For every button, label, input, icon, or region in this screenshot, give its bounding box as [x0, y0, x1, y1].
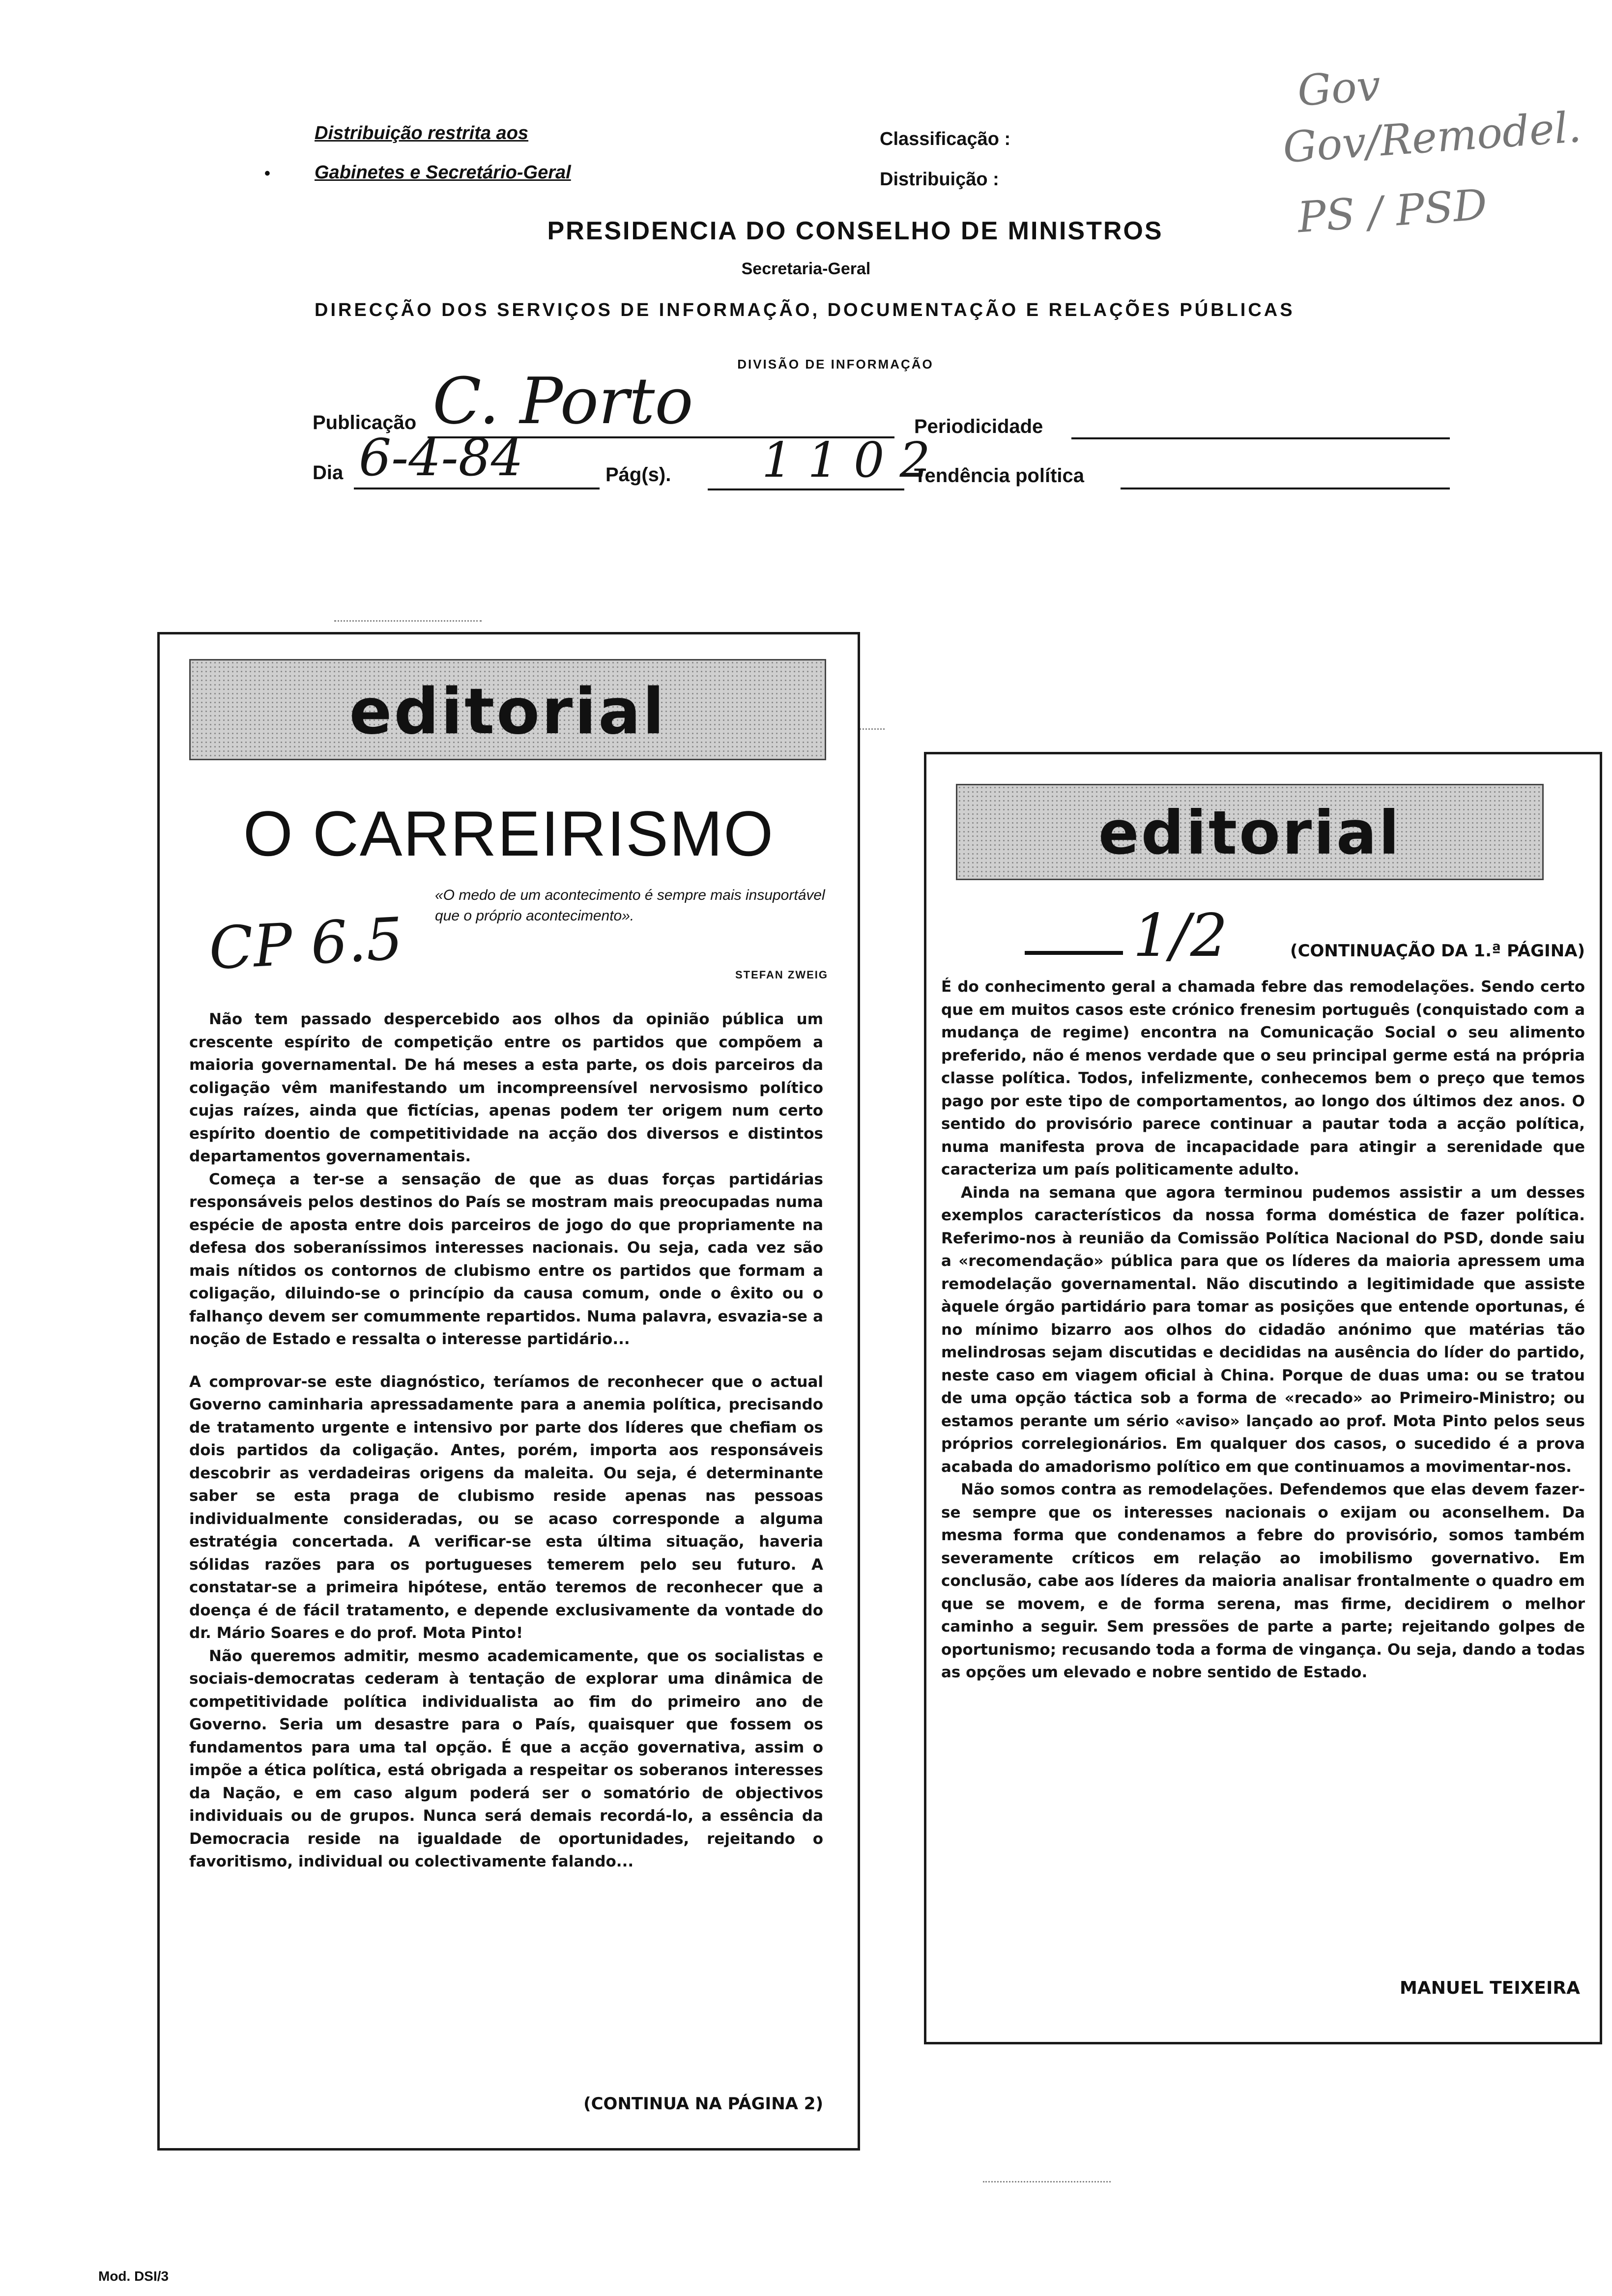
paragraph-1: É do conhecimento geral a chamada febre das remodelações. Sendo certo que em muitos casos este crónico frenesim português (conquistado com a mudança de regime) encontra na Comunicação Social o seu alimento preferido, não é menos verdade que o seu principal germe está na própria classe política. Todos, infelizmente, conhecemos bem o preço que temos pago por este tipo de comportamentos, ao longo dos últimos dez anos. O sentido do provisório parece continuar a pautar toda a acção política, numa manifesta prova de incapacidade para atingir a serenidade que caracteriza um país politicamente adulto.	[941, 978, 1585, 1178]
day-label: Dia	[313, 462, 344, 484]
author-signature: MANUEL TEIXEIRA	[1400, 1978, 1580, 1998]
handwritten-mark-page: 1/2	[1133, 902, 1228, 970]
headline: O CARREIRISMO	[243, 798, 775, 869]
publication-value: C. Porto	[432, 364, 693, 438]
editorial-banner	[189, 659, 826, 760]
continues-note: (CONTINUA NA PÁGINA 2)	[583, 2094, 823, 2114]
handwritten-note-line2: Gov/Remodel.	[1281, 102, 1583, 173]
handwritten-stroke	[1025, 951, 1123, 955]
handwritten-note-line3: PS / PSD	[1295, 180, 1489, 243]
article-body	[189, 1008, 823, 1873]
publication-label: Publicação	[313, 412, 417, 433]
periodicity-label: Periodicidade	[914, 416, 1043, 437]
clipping-editorial-continuation	[924, 752, 1602, 2044]
clipping-editorial-carreirismo	[157, 632, 860, 2151]
distribution-label: Distribuição :	[880, 169, 999, 190]
paragraph-1: Não tem passado despercebido aos olhos da opinião pública um crescente espírito de competição entre os partidos que compõem a maioria governamental. De há meses a esta parte, os dois parceiros da coligação vêm manifestando um incompreensível nervosismo político cujas raízes, ainda que fictícias, apenas podem ter origem num certo espírito doentio de competitividade na acção dos diversos e distintos departamentos governamentais.	[189, 1010, 823, 1165]
directorate: DIRECÇÃO DOS SERVIÇOS DE INFORMAÇÃO, DOCUMENTAÇÃO E RELAÇÕES PÚBLICAS	[315, 300, 1295, 320]
bullet-mark: •	[264, 164, 270, 183]
paragraph-3: A comprovar-se este diagnóstico, teríamos de reconhecer que o actual Governo caminharia apressadamente para a anemia política, precisando de tratamento urgente e intensivo por parte dos líderes que chefiam os dois partidos da coligação. Antes, porém, importa aos responsáveis descobrir as verdadeiras origens da maleita. Ou seja, é determinante saber se esta praga de clubismo reside apenas nas pessoas individualmente consideradas, ou se acaso corresponde a alguma estratégia concertada. A verificar-se esta última situação, haveria sólidas razões para os portugueses temerem pelo seu futuro. A constatar-se a primeira hipótese, então teremos de reconhecer que a doença é de fácil tratamento, e depende exclusivamente da vontade do dr. Mário Soares e do prof. Mota Pinto!	[189, 1373, 823, 1642]
paragraph-3: Não somos contra as remodelações. Defendemos que elas devem fazer-se sempre que os interesses nacionais o exijam ou aconselhem. Da mesma forma que condenamos a febre do provisório, somos também severamente críticos em relação ao imobilismo governativo. Em conclusão, cabe aos líderes da maioria analisar frontalmente o quadro em que se movem, e de forma serena, mas firme, decidirem o melhor caminho a seguir. Sem pressões de parte a parte; rejeitando golpes de oportunismo; recusando toda a forma de vingança. Ou seja, dando a todas as opções um elevado e nobre sentido de Estado.	[941, 1481, 1585, 1681]
distribution-restriction-line1: Distribuição restrita aos	[315, 123, 529, 144]
day-value: 6-4-84	[359, 428, 523, 488]
paragraph-2: Ainda na semana que agora terminou pudemos assistir a um desses exemplos característicos da nossa forma doméstica de fazer política. Referimo-nos à reunião da Comissão Política Nacional do PSD, donde saiu a «recomendação» pública para que os líderes da maioria apressem uma remodelação governamental. Não discutindo a legitimidade que assiste àquele órgão partidário para tomar as posições que entende oportunas, é no mínimo bizarro aos olhos do cidadão anónimo que matérias tão melindrosas sejam discutidas e decididas na ausência do líder do partido, neste caso em viagem oficial à China. Porque de duas uma: ou se tratou de uma opção táctica sob a forma de «recado» ao Primeiro-Ministro; ou estamos perante um sério «aviso» lançado ao prof. Mota Pinto pelos seus próprios correlegionários. Em qualquer dos casos, o sucedido é a prova acabada do amadorismo político em que continuamos a movimentar-nos.	[941, 1183, 1585, 1476]
editorial-banner	[956, 784, 1544, 880]
handwritten-mark-cp: CP 6.5	[207, 904, 405, 983]
paragraph-2: Começa a ter-se a sensação de que as duas forças partidárias responsáveis pelos destinos do País se mostram mais preocupadas numa espécie de aposta entre dois parceiros de jogo do que propriamente na defesa dos soberaníssimos interesses nacionais. Ou seja, cada vez são mais nítidos os contornos de clubismo entre os partidos que formam a coligação, diluindo-se o princípio da causa comum, onde o êxito ou o falhanço devem ser comummente repartidos. Numa palavra, esvazia-se a noção de Estado e ressalta o interesse partidário...	[189, 1170, 823, 1348]
paragraph-4: Não queremos admitir, mesmo academicamente, que os socialistas e sociais-democratas cederam à tentação de explorar uma dinâmica de competitividade política individualista ao fim do primeiro ano de Governo. Seria um desastre para o País, quaisquer que fossem os fundamentos para uma tal opção. É que a acção governativa, assim o impõe a ética política, está obrigada a respeitar os soberanos interesses da Nação, e em caso algum poderá ser o somatório de objectivos individuais ou de grupos. Nunca será demais recordá-lo, a essência da Democracia reside na igualdade de oportunidades, rejeitando o favoritismo, individual ou colectivamente falando...	[189, 1647, 823, 1870]
page-title: PRESIDENCIA DO CONSELHO DE MINISTROS	[547, 217, 1163, 245]
form-code: Mod. DSI/3	[98, 2268, 169, 2284]
secretariat: Secretaria-Geral	[741, 259, 871, 278]
handwritten-note-line1: Gov	[1295, 61, 1382, 116]
article-body-continued	[941, 976, 1585, 1684]
editorial-banner-text: editorial	[349, 675, 666, 748]
continuation-note: (CONTINUAÇÃO DA 1.ª PÁGINA)	[1290, 941, 1585, 961]
editorial-banner-text: editorial	[1098, 798, 1402, 868]
pages-value: 1 1 0 2	[762, 432, 930, 488]
epigraph: «O medo de um acontecimento é sempre mais insuportável que o próprio acontecimento».	[435, 887, 825, 924]
epigraph-author: STEFAN ZWEIG	[735, 969, 828, 981]
classification-label: Classificação :	[880, 129, 1011, 149]
tendency-label: Tendência política	[914, 465, 1084, 487]
distribution-restriction-line2: Gabinetes e Secretário-Geral	[315, 162, 571, 183]
division: DIVISÃO DE INFORMAÇÃO	[737, 357, 934, 372]
pages-label: Pág(s).	[605, 464, 671, 486]
